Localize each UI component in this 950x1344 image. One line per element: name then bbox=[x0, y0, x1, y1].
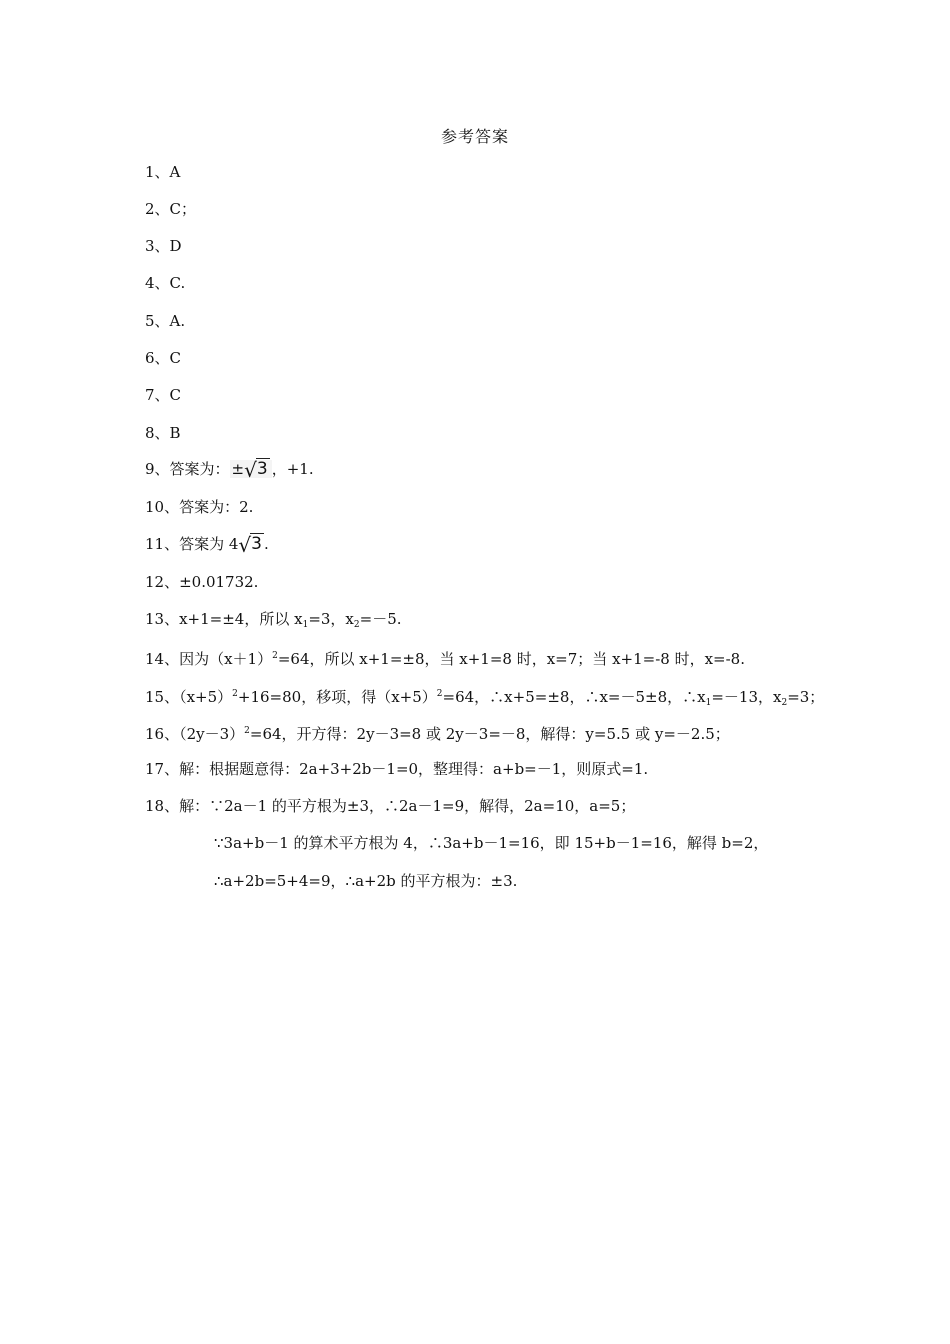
answer-15 bbox=[145, 684, 824, 713]
superscript: 2 bbox=[436, 689, 443, 699]
radical-sign-icon: √ bbox=[238, 533, 252, 557]
answer-18-line-3: ∴a+2b=5+4=9，∴a+2b 的平方根为：±3. bbox=[214, 872, 518, 890]
answer-8: 8、B bbox=[145, 424, 181, 442]
subscript: 1 bbox=[302, 620, 309, 630]
answer-9 bbox=[145, 459, 314, 480]
answer-9-prefix: 9、答案为： bbox=[145, 460, 230, 478]
plus-minus-sqrt-image bbox=[230, 458, 272, 482]
answer-18-line-2: ∵3a+b－1 的算术平方根为 4，∴3a+b－1=16，即 15+b－1=16，解得 b=2， bbox=[214, 834, 769, 852]
answer-13-text: 13、x+1=±4，所以 x bbox=[145, 610, 303, 628]
radicand: 3 bbox=[251, 534, 262, 554]
answer-15-text: =－13，x bbox=[711, 688, 782, 706]
answer-11 bbox=[145, 534, 269, 555]
answer-1: 1、A bbox=[145, 163, 181, 181]
superscript: 2 bbox=[244, 726, 250, 736]
answer-3: 3、D bbox=[145, 237, 182, 255]
answer-13 bbox=[145, 609, 402, 635]
answer-11-suffix: . bbox=[263, 535, 269, 553]
sqrt-expression bbox=[238, 534, 264, 555]
answer-15-text: +16=80，移项，得（x+5） bbox=[237, 688, 437, 706]
answer-6: 6、C bbox=[145, 349, 182, 367]
answer-16-text: =64，开方得：2y－3=8 或 2y－3=－8，解得：y=5.5 或 y=－2.5； bbox=[249, 725, 730, 743]
answer-15-text: 15、（x+5） bbox=[145, 688, 233, 706]
answer-15-text: =64，∴x+5=±8，∴x=－5±8，∴x bbox=[442, 688, 706, 706]
plus-minus-sign: ± bbox=[231, 460, 245, 478]
superscript: 2 bbox=[232, 689, 238, 699]
subscript: 2 bbox=[781, 698, 788, 708]
answer-11-prefix: 11、答案为 4 bbox=[145, 535, 239, 553]
sqrt-expression bbox=[232, 459, 270, 480]
answer-15-text: =3； bbox=[787, 688, 825, 706]
superscript: 2 bbox=[272, 651, 278, 661]
answer-14 bbox=[145, 646, 745, 669]
answer-16-text: 16、（2y－3） bbox=[145, 725, 245, 743]
subscript: 1 bbox=[705, 698, 712, 708]
answer-14-text: =64，所以 x+1=±8，当 x+1=8 时，x=7；当 x+1=-8 时，x=-8. bbox=[277, 650, 745, 668]
answer-12: 12、±0.01732. bbox=[145, 573, 259, 591]
answer-2: 2、C； bbox=[145, 200, 197, 218]
page-title: 参考答案 bbox=[440, 127, 509, 146]
answer-10: 10、答案为：2. bbox=[145, 498, 254, 516]
radical-sign-icon: √ bbox=[244, 458, 257, 482]
answer-18-line-1: 18、解：∵2a－1 的平方根为±3，∴2a－1=9，解得，2a=10，a=5； bbox=[145, 797, 636, 815]
answer-13-text: =－5. bbox=[359, 610, 402, 628]
answer-9-suffix: ，+1. bbox=[271, 460, 314, 478]
answer-4: 4、C. bbox=[145, 274, 186, 292]
answer-13-text: =3，x bbox=[308, 610, 354, 628]
answer-5: 5、A. bbox=[145, 312, 186, 330]
answer-14-text: 14、因为（x＋1） bbox=[145, 650, 273, 668]
answer-7: 7、C bbox=[145, 386, 182, 404]
radicand: 3 bbox=[256, 459, 268, 479]
answer-17: 17、解：根据题意得：2a+3+2b－1=0，整理得：a+b=－1，则原式=1. bbox=[145, 760, 649, 778]
subscript: 2 bbox=[353, 620, 360, 630]
answer-16 bbox=[145, 721, 730, 744]
